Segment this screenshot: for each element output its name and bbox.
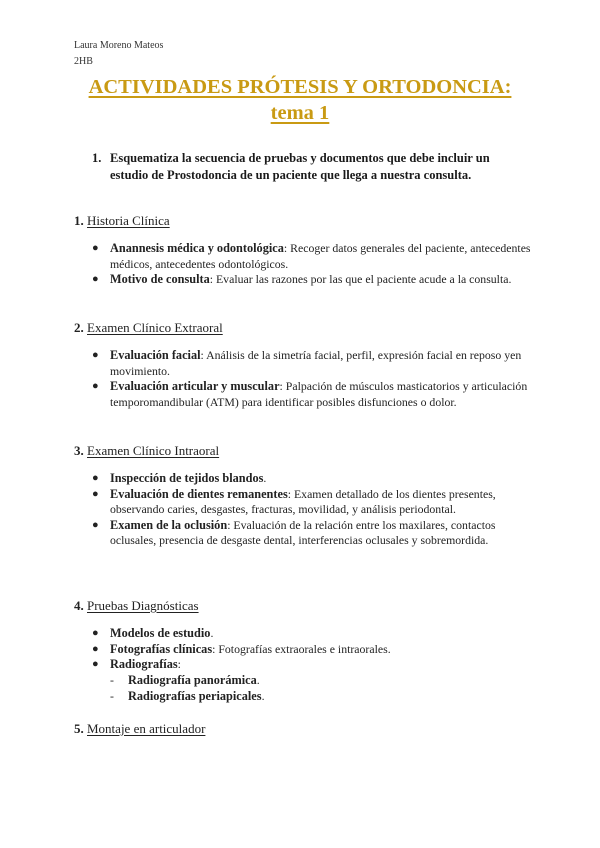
item-term: Evaluación de dientes remanentes (110, 486, 288, 501)
item-description: : Examen detallado de los dientes presentes, observando caries, desgastes, fracturas, movilidad, y análisis periodontal. (110, 486, 496, 516)
list-item (92, 626, 537, 642)
item-term: Inspección de tejidos blandos (110, 471, 264, 485)
item-term: Modelos de estudio (110, 626, 211, 640)
list-item (92, 379, 537, 410)
list-item (92, 241, 537, 272)
section-title: Historia Clínica (87, 213, 170, 228)
item-description: : Recoger datos generales del paciente, antecedentes médicos, antecedentes odontológicos. (110, 241, 531, 271)
section-title: Pruebas Diagnósticas (87, 598, 199, 613)
section-number: 3. (74, 443, 84, 458)
item-term: Fotografías clínicas (110, 641, 213, 656)
bullet-icon: ● (92, 487, 99, 500)
list-item (92, 272, 537, 288)
title-line-1: ACTIVIDADES PRÓTESIS Y ORTODONCIA: (88, 76, 512, 98)
item-term: Anannesis médica y odontológica (110, 241, 284, 255)
list-item (92, 348, 537, 379)
question-number: 1. (92, 151, 102, 165)
question-1 (92, 150, 492, 184)
item-description: . (261, 688, 265, 703)
section-heading-2 (74, 319, 223, 336)
sub-list-item (92, 689, 537, 705)
item-description: : Evaluación de la relación entre los maxilares, contactos oclusales, presencia de desgaste dental, interferencias oclusales y sobremordida. (110, 517, 496, 547)
section-title: Examen Clínico Intraoral (87, 443, 220, 458)
list-item (92, 487, 537, 518)
list-item (92, 471, 537, 487)
section-heading-3 (74, 442, 219, 459)
document-title (60, 74, 540, 126)
list-item (92, 518, 537, 549)
bullet-icon: ● (92, 349, 99, 361)
group-code: 2HB (74, 56, 93, 67)
bullet-icon: ● (92, 273, 99, 285)
section-number: 4. (74, 598, 84, 613)
section-number: 5. (74, 721, 84, 736)
item-term: Examen de la oclusión (110, 517, 228, 532)
dash-icon: - (110, 673, 114, 687)
sub-list-item (92, 673, 537, 689)
item-description: . (263, 471, 267, 485)
item-description: : (177, 657, 181, 671)
section-number: 1. (74, 213, 84, 228)
section-3-list (92, 471, 537, 549)
bullet-icon: ● (92, 472, 99, 484)
section-4-sublist (92, 673, 537, 704)
item-description: . (210, 626, 214, 640)
item-description: . (256, 673, 260, 687)
header (74, 38, 163, 70)
section-heading-4 (74, 597, 199, 614)
bullet-icon: ● (92, 518, 99, 531)
bullet-icon: ● (92, 627, 99, 639)
item-term: Evaluación facial (110, 348, 201, 362)
list-item (92, 657, 537, 673)
item-description: : Palpación de músculos masticatorios y articulación temporomandibular (ATM) para identificar posibles disfunciones o dolor. (110, 379, 528, 409)
section-number: 2. (74, 320, 84, 335)
dash-icon: - (110, 688, 114, 703)
bullet-icon: ● (92, 242, 99, 254)
item-description: : Análisis de la simetría facial, perfil, expresión facial en reposo yen movimiento. (110, 348, 522, 378)
item-description: : Fotografías extraorales e intraorales. (212, 641, 391, 656)
section-1-list (92, 241, 537, 288)
author-name: Laura Moreno Mateos (74, 40, 164, 51)
section-title: Examen Clínico Extraoral (87, 320, 223, 335)
sublist-container (92, 673, 537, 704)
item-description: : Evaluar las razones por las que el paciente acude a la consulta. (209, 272, 512, 286)
item-term: Radiografías periapicales (128, 688, 262, 703)
bullet-icon: ● (92, 642, 99, 655)
section-heading-1 (74, 212, 170, 229)
item-term: Radiografías (110, 657, 178, 671)
question-text: Esquematiza la secuencia de pruebas y documentos que debe incluir un estudio de Prostodoncia de un paciente que llega a nuestra consulta. (110, 151, 490, 182)
bullet-icon: ● (92, 380, 99, 392)
item-term: Motivo de consulta (110, 272, 210, 286)
bullet-icon: ● (92, 658, 99, 670)
section-4-list (92, 626, 537, 673)
item-term: Radiografía panorámica (128, 673, 257, 687)
item-term: Evaluación articular y muscular (110, 379, 280, 393)
section-title: Montaje en articulador (87, 721, 206, 736)
section-heading-5 (74, 720, 205, 737)
list-item (92, 642, 537, 658)
title-line-2: tema 1 (270, 102, 330, 124)
section-2-list (92, 348, 537, 410)
